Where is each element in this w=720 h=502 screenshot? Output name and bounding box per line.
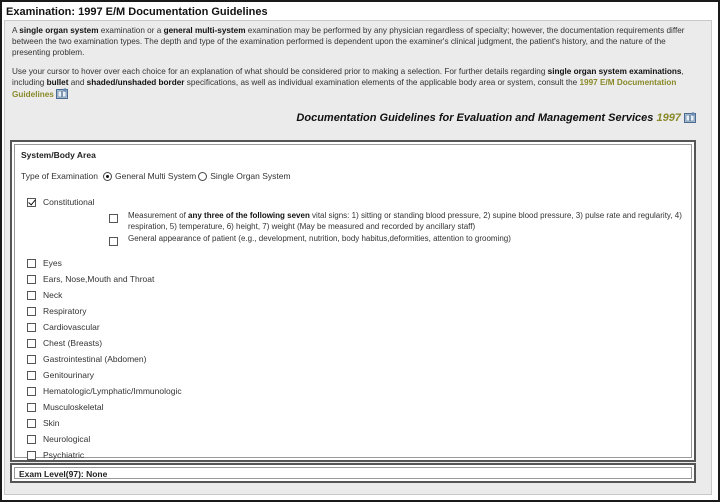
system-item-genitourinary[interactable] [27,370,94,380]
page-title: Examination: 1997 E/M Documentation Guidelines [6,6,268,18]
system-item-label: Ears, Nose,Mouth and Throat [43,274,155,284]
intro-text-segment: examination or a [98,26,164,35]
term-bullet: bullet [46,78,69,87]
checkbox-neck[interactable] [27,291,36,300]
term-border: shaded/unshaded border [86,78,185,87]
radio-label-general: General Multi System [115,171,197,181]
system-item-label: Eyes [43,258,62,268]
system-item-ent[interactable] [27,274,154,284]
term-single-organ: single organ system [19,26,99,35]
intro-text [12,25,702,100]
system-item-neurological[interactable] [27,434,90,444]
system-item-respiratory[interactable] [27,306,86,316]
intro-text-segment: Use your cursor to hover over each choice for an explanation of what should be considered prior to making a selection. For further details regarding [12,67,548,76]
system-item-label: Gastrointestinal (Abdomen) [43,354,147,364]
guidelines-link[interactable]: 1997 E/M Documentation Guidelines [12,78,677,99]
guidelines-year-link[interactable]: 1997 [656,112,681,124]
checkbox-general-appearance[interactable] [109,237,118,246]
radio-single-organ-system[interactable] [198,172,207,181]
checkbox-hematologic[interactable] [27,387,36,396]
system-item-hematologic[interactable] [27,386,182,396]
system-body-area-inner [14,144,692,458]
checkbox-respiratory[interactable] [27,307,36,316]
intro-text-segment: A [12,26,20,35]
sub-item-text-segment: Measurement of [128,211,189,220]
term-general-multi: general multi-system [163,26,246,35]
system-item-label: Neurological [43,434,91,444]
checkbox-skin[interactable] [27,419,36,428]
system-body-area-box [10,140,696,462]
intro-text-segment: , including [12,67,684,87]
checkbox-musculoskeletal[interactable] [27,403,36,412]
system-item-psychiatric[interactable] [27,450,84,460]
checkbox-gastrointestinal[interactable] [27,355,36,364]
system-item-label: Psychiatric [43,450,85,460]
book-icon[interactable] [684,112,696,123]
intro-text-segment: and [68,78,87,87]
sub-item-emphasis: any three of the following seven [188,211,310,220]
checkbox-eyes[interactable] [27,259,36,268]
exam-type-label: Type of Examination [21,171,99,181]
checkbox-cardiovascular[interactable] [27,323,36,332]
checkbox-neurological[interactable] [27,435,36,444]
checkbox-ent[interactable] [27,275,36,284]
exam-level-box [10,463,696,483]
system-item-label: Skin [43,418,60,428]
checkbox-psychiatric[interactable] [27,451,36,460]
intro-text-segment: specifications, as well as individual examination elements of the applicable body area or system, consult the [184,78,580,87]
system-item-chest[interactable] [27,338,102,348]
system-item-label: Constitutional [43,197,95,207]
system-item-skin[interactable] [27,418,60,428]
system-item-label: Cardiovascular [43,322,100,332]
system-item-label: Hematologic/Lymphatic/Immunologic [43,386,182,396]
system-item-label: Genitourinary [43,370,95,380]
system-item-musculoskeletal[interactable] [27,402,103,412]
guidelines-heading [296,112,696,124]
system-body-area-title: System/Body Area [21,150,96,160]
sub-item-text: General appearance of patient (e.g., development, nutrition, body habitus,deformities, attention to grooming) [128,234,511,243]
sub-item-text [128,211,689,232]
intro-paragraph-2 [12,66,702,100]
checkbox-genitourinary[interactable] [27,371,36,380]
exam-level-text: Exam Level(97): None [14,467,692,479]
checkbox-chest[interactable] [27,339,36,348]
radio-label-single: Single Organ System [210,171,291,181]
system-item-constitutional[interactable] [27,197,95,207]
system-item-label: Musculoskeletal [43,402,104,412]
book-icon[interactable] [56,88,68,99]
radio-general-multi-system[interactable] [103,172,112,181]
system-item-label: Respiratory [43,306,87,316]
intro-paragraph-1 [12,25,702,58]
constitutional-sub-item-vitals[interactable] [109,211,689,232]
term-single-organ-exams: single organ system examinations [547,67,682,76]
system-item-label: Neck [43,290,63,300]
system-item-gastrointestinal[interactable] [27,354,146,364]
system-item-eyes[interactable] [27,258,62,268]
exam-type-row [21,171,291,181]
constitutional-sub-item-appearance[interactable] [109,234,689,246]
sub-item-text-segment: vital signs: 1) sitting or standing blood pressure, 2) supine blood pressure, 3) pulse rate and regularity, 4) respiration, 5) temperature, 6) height, 7) weight (May be measured and recorded by ancillary staff) [128,211,682,231]
guidelines-heading-text: Documentation Guidelines for Evaluation and Management Services [296,112,654,124]
checkbox-constitutional[interactable] [27,198,36,207]
system-item-cardiovascular[interactable] [27,322,100,332]
system-item-neck[interactable] [27,290,62,300]
intro-text-segment: examination may be performed by any physician regardless of specialty; however, the documentation requirements differ between the two examination types. The depth and type of the examination performed is dependent upon the examiner's clinical judgment, the patient's history, and the nature of the presenting problem. [12,26,685,57]
system-item-label: Chest (Breasts) [43,338,103,348]
checkbox-vitals[interactable] [109,214,118,223]
